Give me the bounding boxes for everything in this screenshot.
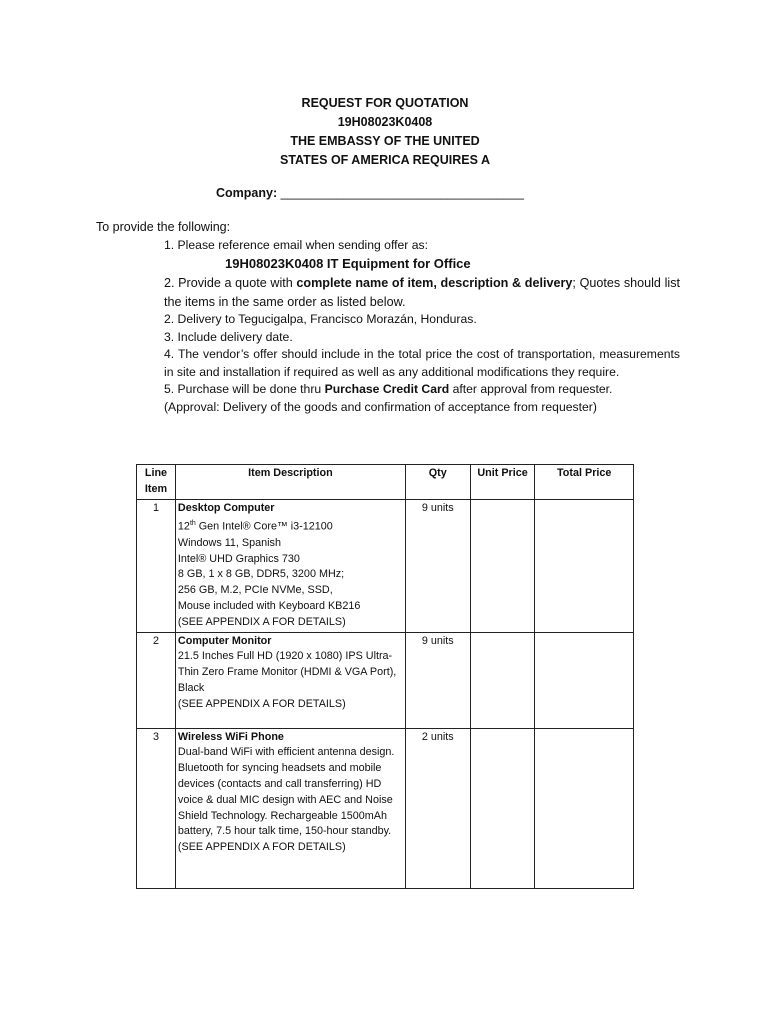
header-title: REQUEST FOR QUOTATION <box>301 96 469 110</box>
instruction-6-post: after approval from requester. <box>449 382 613 396</box>
email-reference: 19H08023K0408 IT Equipment for Office <box>225 256 471 271</box>
row-1-detail: 256 GB, M.2, PCIe NVMe, SSD, <box>177 584 333 597</box>
row-1-gen-rest: Gen Intel® Core™ i3-12100 <box>195 520 333 533</box>
header-qty: Qty <box>405 465 470 500</box>
table-row <box>137 632 634 728</box>
header-unit-price: Unit Price <box>470 465 535 500</box>
instruction-6-pre: 5. Purchase will be done thru <box>164 382 325 396</box>
row-1-detail: Windows 11, Spanish <box>177 536 281 549</box>
instruction-2-post: ; Quotes should list the items in the same order as listed below. <box>164 276 680 309</box>
row-2-title: Computer Monitor <box>177 634 272 647</box>
instruction-2-pre: 2. Provide a quote with <box>164 276 297 290</box>
company-field <box>216 186 524 200</box>
instruction-3-text: 2. Delivery to Tegucigalpa, Francisco Morazán, Honduras. <box>164 312 477 326</box>
instruction-4-text: 3. Include delivery date. <box>164 329 293 344</box>
instruction-3 <box>164 311 680 416</box>
instruction-6-note: (Approval: Delivery of the goods and confirmation of acceptance from requester) <box>164 399 597 414</box>
row-1-detail: Intel® UHD Graphics 730 <box>177 552 300 565</box>
row-2-detail: (SEE APPENDIX A FOR DETAILS) <box>177 697 346 710</box>
header-description: Item Description <box>175 465 405 500</box>
company-label: Company: <box>216 186 278 200</box>
row-1-description <box>175 499 405 632</box>
instruction-5-text: 4. The vendor’s offer should include in the total price the cost of transportation, measurements in site and installation if required as well as any additional modifications they require. <box>164 347 680 379</box>
instruction-2-bold: complete name of item, description & delivery <box>296 276 573 290</box>
row-3-total-price <box>535 728 634 888</box>
row-3-title: Wireless WiFi Phone <box>177 730 284 743</box>
row-1-line: 1 <box>137 499 176 632</box>
instruction-1 <box>164 237 680 255</box>
row-2-line: 2 <box>137 632 176 728</box>
table-row <box>137 499 634 632</box>
row-1-detail: 8 GB, 1 x 8 GB, DDR5, 3200 MHz; <box>177 568 345 581</box>
header-line-3: THE EMBASSY OF THE UNITED <box>290 134 480 148</box>
items-table <box>136 464 634 889</box>
row-3-description <box>175 728 405 888</box>
instruction-2 <box>164 274 680 312</box>
row-2-unit-price <box>470 632 535 728</box>
header-total-price: Total Price <box>535 465 634 500</box>
row-3-detail: Dual-band WiFi with efficient antenna design. Bluetooth for syncing headsets and mobile devices (contacts and call transferring) HD voice & dual MIC design with AEC and Noise Shield Technology. Rechargeable 1500mAh battery, 7.5 hour talk time, 150-hour standby. <box>177 746 395 838</box>
row-1-qty: 9 units <box>405 499 470 632</box>
row-1-unit-price <box>470 499 535 632</box>
instruction-1-text: 1. Please reference email when sending offer as: <box>164 238 428 252</box>
row-3-unit-price <box>470 728 535 888</box>
row-1-cpu <box>178 516 403 535</box>
instruction-6-bold: Purchase Credit Card <box>324 382 450 396</box>
row-1-title: Desktop Computer <box>177 501 275 514</box>
row-2-description <box>175 632 405 728</box>
row-1-detail: Mouse included with Keyboard KB216 <box>177 599 361 612</box>
table-header-row <box>137 465 634 500</box>
row-2-qty: 9 units <box>405 632 470 728</box>
row-1-gen-num: 12 <box>177 520 190 533</box>
row-3-detail: (SEE APPENDIX A FOR DETAILS) <box>177 841 346 854</box>
company-blank-line: ___________________________________ <box>280 186 524 200</box>
row-3-qty: 2 units <box>405 728 470 888</box>
header-reference-number: 19H08023K0408 <box>337 115 433 129</box>
header-line-4: STATES OF AMERICA REQUIRES A <box>280 153 490 167</box>
document-header <box>0 94 770 170</box>
row-1-total-price <box>535 499 634 632</box>
row-2-detail: 21.5 Inches Full HD (1920 x 1080) IPS Ultra-Thin Zero Frame Monitor (HDMI & VGA Port), Black <box>177 650 397 694</box>
row-1-detail: (SEE APPENDIX A FOR DETAILS) <box>177 615 346 628</box>
header-line-item: Line Item <box>137 465 176 500</box>
row-1-gen-sup: th <box>189 520 196 528</box>
intro-text: To provide the following: <box>96 220 231 234</box>
table-row <box>137 728 634 888</box>
row-3-line: 3 <box>137 728 176 888</box>
row-2-total-price <box>535 632 634 728</box>
